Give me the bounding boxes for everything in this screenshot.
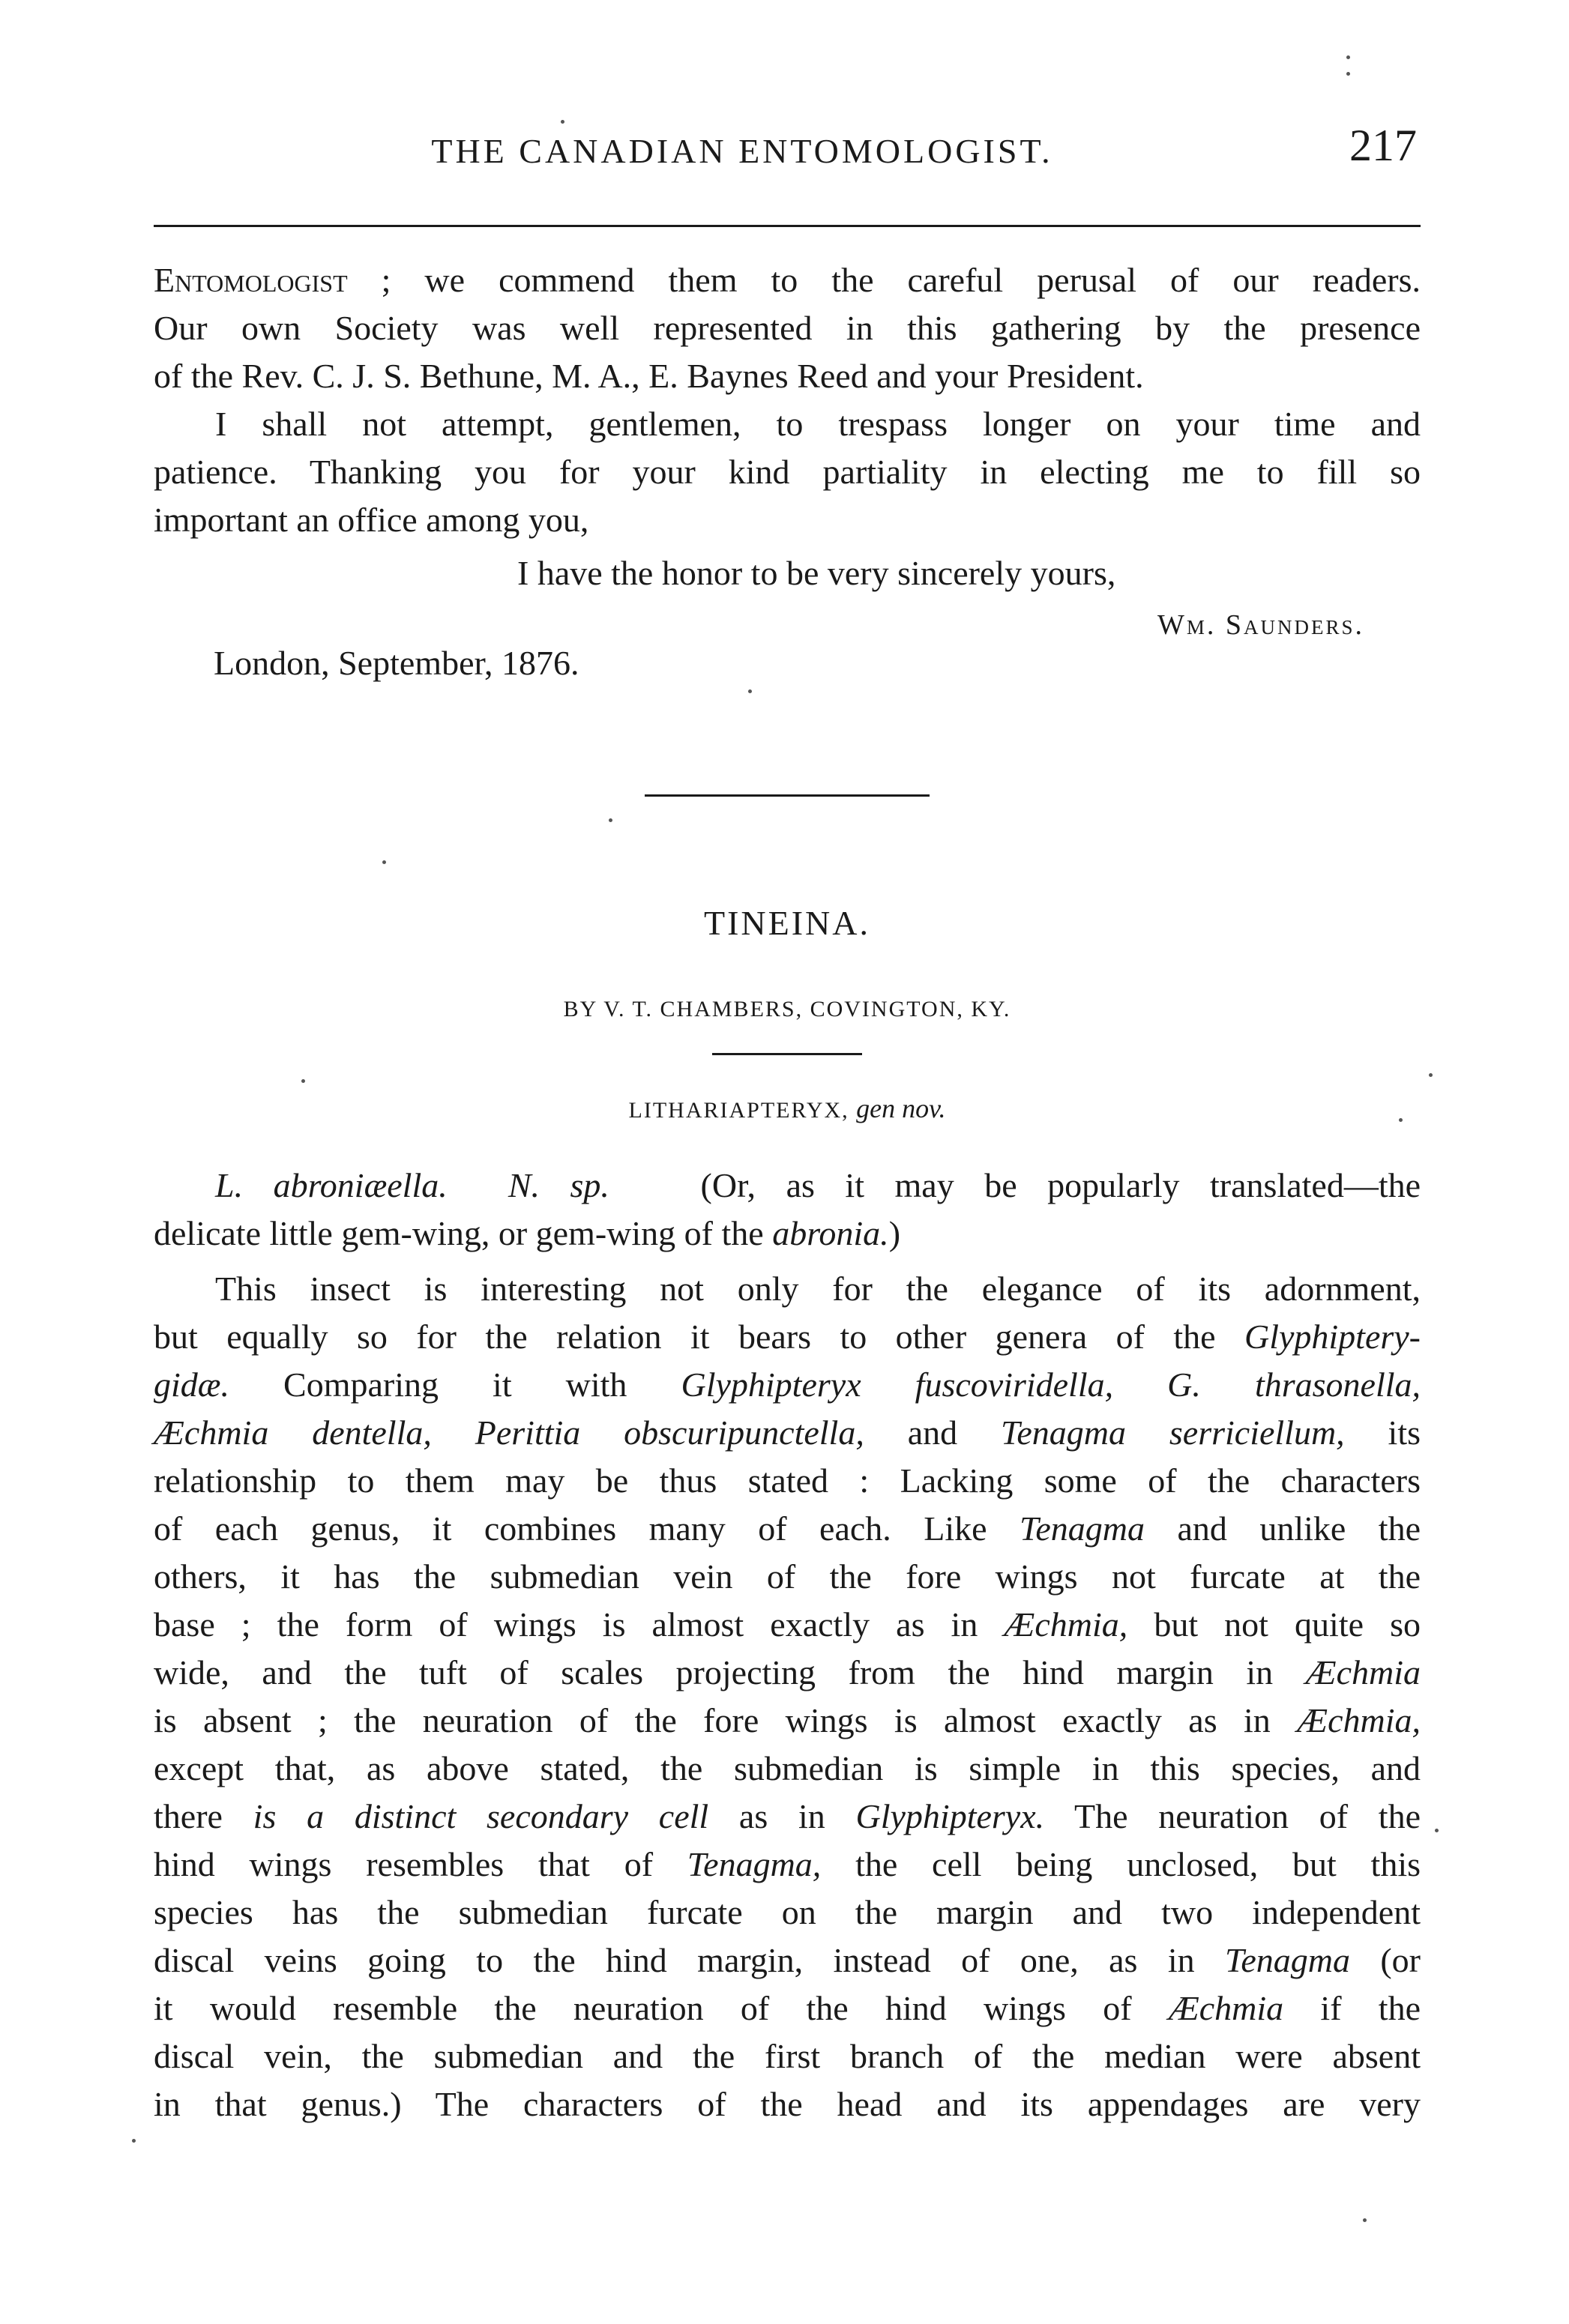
text-run: ; we commend them to the careful perusal of our readers. [347, 261, 1421, 299]
italic-run: Æchmia [1305, 1653, 1421, 1691]
genus-note: gen nov. [856, 1093, 946, 1123]
text-run: there [154, 1797, 253, 1835]
text-line: of the Rev. C. J. S. Bethune, M. A., E. Baynes Reed and your President. [154, 357, 1144, 395]
scan-speck [748, 689, 752, 693]
text-run: the cell being unclosed, but this [821, 1845, 1421, 1883]
text-line: except that, as above stated, the submedian is simple in this species, and [154, 1749, 1421, 1787]
italic-run: Glyphipteryx. [855, 1797, 1045, 1835]
text-run: it would resemble the neuration of the hind wings of [154, 1989, 1169, 2027]
scan-speck [1363, 2218, 1367, 2222]
italic-run: Æchmia dentella, [154, 1413, 432, 1452]
byline-rule [712, 1053, 862, 1055]
text-line: Our own Society was well represented in this gathering by the presence [154, 309, 1421, 347]
main-paragraph [154, 1265, 1421, 2128]
page-number: 217 [1349, 121, 1417, 170]
text-line [154, 1210, 1421, 1258]
letter-signature: Wm. Saunders. [1157, 609, 1364, 641]
italic-run: gidæ. [154, 1365, 229, 1404]
scan-speck [382, 860, 386, 864]
italic-run: abronia. [772, 1214, 889, 1252]
letter-dateline: London, September, 1876. [214, 644, 579, 682]
text-run: as in [708, 1797, 856, 1835]
italic-run: Æchmia [1168, 1989, 1284, 2027]
text-run: (Or, as it may be popularly translated—the [700, 1166, 1421, 1204]
text-run: is absent ; the neuration of the fore wings is almost exactly as in [154, 1701, 1298, 1739]
running-header-title: THE CANADIAN ENTOMOLOGIST. [431, 132, 1053, 170]
text-run [432, 1413, 475, 1452]
letter-closing: I have the honor to be very sincerely yours, [517, 554, 1116, 592]
text-run: hind wings resembles that of [154, 1845, 687, 1883]
text-run: base ; the form of wings is almost exactly as in [154, 1605, 1005, 1644]
genus-name: LITHARIAPTERYX, [628, 1098, 849, 1123]
letter-paragraph [154, 256, 1421, 544]
text-line [154, 1793, 1421, 1841]
text-line: patience. Thanking you for your kind partiality in electing me to fill so [154, 453, 1421, 491]
text-line: in that genus.) The characters of the head and its appendages are very [154, 2085, 1421, 2123]
scan-speck [561, 120, 564, 124]
text-line: important an office among you, [154, 501, 589, 539]
text-line [154, 1162, 1421, 1210]
text-line [154, 1601, 1421, 1649]
text-run [1113, 1365, 1167, 1404]
text-run: delicate little gem-wing, or gem-wing of the [154, 1214, 773, 1252]
italic-run: Perittia obscuripunctella, [475, 1413, 864, 1452]
italic-run: Tenagma serriciellum, [1001, 1413, 1345, 1452]
text-run: and unlike the [1145, 1509, 1421, 1548]
text-line [154, 1313, 1421, 1361]
scan-speck [1435, 1829, 1439, 1832]
species-paragraph [154, 1162, 1421, 1258]
header-rule [154, 225, 1421, 227]
italic-run: Æchmia, [1297, 1701, 1421, 1739]
scan-speck [609, 818, 612, 822]
text-line: This insect is interesting not only for the elegance of its adornment, [215, 1270, 1421, 1308]
text-line [154, 1409, 1421, 1457]
text-run: its [1344, 1413, 1421, 1452]
text-run: if the [1283, 1989, 1421, 2027]
italic-run: Æchmia, [1004, 1605, 1128, 1644]
italic-run: Tenagma [1224, 1941, 1350, 1979]
genus-heading [480, 1093, 1094, 1124]
text-line [154, 1841, 1421, 1889]
text-line [154, 1505, 1421, 1553]
text-line [154, 256, 1421, 304]
italic-run: is a distinct secondary cell [253, 1797, 709, 1835]
text-run: of each genus, it combines many of each. Like [154, 1509, 1020, 1548]
text-run: but not quite so [1127, 1605, 1421, 1644]
text-run: wide, and the tuft of scales projecting from the hind margin in [154, 1653, 1306, 1691]
text-run: and [864, 1413, 1002, 1452]
text-run: discal veins going to the hind margin, instead of one, as in [154, 1941, 1225, 1979]
species-name: L. abroniæella. [215, 1166, 448, 1204]
scan-speck [1346, 55, 1350, 59]
italic-run: Tenagma, [687, 1845, 822, 1883]
text-run: ) [888, 1214, 901, 1252]
scan-speck [132, 2139, 136, 2143]
text-line: I shall not attempt, gentlemen, to trespass longer on your time and [215, 405, 1421, 443]
text-line: species has the submedian furcate on the margin and two independent [154, 1893, 1421, 1931]
italic-run: Tenagma [1020, 1509, 1145, 1548]
text-line [154, 1985, 1421, 2032]
scan-speck [301, 1079, 305, 1083]
text-line: others, it has the submedian vein of the fore wings not furcate at the [154, 1557, 1421, 1596]
text-run: Comparing it with [229, 1365, 681, 1404]
italic-run: G. thrasonella, [1167, 1365, 1421, 1404]
scan-speck [1429, 1073, 1433, 1077]
text-line: discal vein, the submedian and the first branch of the median were absent [154, 2037, 1421, 2075]
scan-speck [1346, 72, 1350, 76]
text-line [154, 1649, 1421, 1697]
journal-name: Entomologist [154, 261, 348, 299]
scan-speck [1399, 1118, 1403, 1122]
text-run: (or [1349, 1941, 1421, 1979]
text-run: but equally so for the relation it bears to other genera of the [154, 1318, 1244, 1356]
text-run: The neuration of the [1044, 1797, 1421, 1835]
article-byline: BY V. T. CHAMBERS, COVINGTON, KY. [563, 997, 1011, 1021]
new-species-mark: N. sp. [508, 1166, 609, 1204]
article-title: TINEINA. [704, 904, 870, 942]
section-divider [645, 794, 930, 797]
text-line: relationship to them may be thus stated : Lacking some of the characters [154, 1461, 1421, 1500]
text-line [154, 1937, 1421, 1985]
text-line [154, 1697, 1421, 1745]
text-line [154, 1361, 1421, 1409]
italic-run: Glyphiptery- [1244, 1318, 1421, 1356]
italic-run: Glyphipteryx fuscoviridella, [681, 1365, 1114, 1404]
